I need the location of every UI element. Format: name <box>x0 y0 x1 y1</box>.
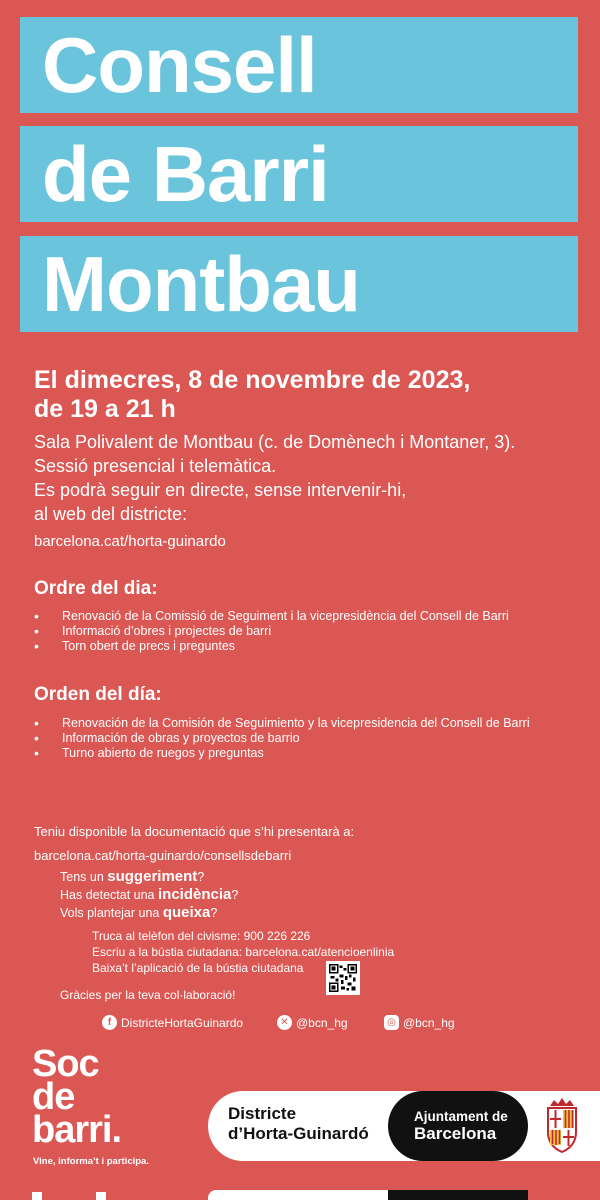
venue-line-3: Es podrà seguir en directe, sense intervenir-hi, <box>34 480 407 500</box>
qr-code-icon[interactable] <box>326 961 360 995</box>
ajuntament-line-1: Ajuntament de <box>414 1108 508 1124</box>
question-suggestion <box>60 868 394 886</box>
date-line-2: de 19 a 21 h <box>34 395 176 423</box>
docs-link[interactable]: barcelona.cat/horta-guinardo/consellsdebarri <box>34 848 292 863</box>
orden-list <box>34 716 554 761</box>
district-line-1: Districte <box>228 1104 297 1123</box>
list-item: • Información de obras y proyectos de barrio <box>34 731 554 746</box>
title-band-3 <box>20 236 578 332</box>
question-mark: ? <box>197 870 205 884</box>
question-complaint <box>60 904 394 922</box>
app-line: Baixa’t l’aplicació de la bústia ciutadana <box>92 961 304 975</box>
soc-line-1: Soc <box>32 1043 99 1085</box>
event-date <box>34 366 470 424</box>
soc-tagline: Vine, informa’t i participa. <box>33 1156 149 1167</box>
venue-line-4: al web del districte: <box>34 504 188 524</box>
list-item: • Renovació de la Comissió de Seguiment i la vicepresidència del Consell de Barri <box>34 609 554 624</box>
title-band-2 <box>20 126 578 222</box>
facebook-link[interactable] <box>102 1015 243 1030</box>
list-item: • Informació d’obres i projectes de barri <box>34 624 554 639</box>
soc-de-barri-logo <box>32 1043 122 1151</box>
docs-text: Teniu disponible la documentació que s’hi presentarà a: <box>34 824 355 839</box>
next-panel-fragment <box>0 1186 600 1200</box>
barcelona-shield-icon <box>540 1098 584 1154</box>
title-line-2: de Barri <box>42 130 329 218</box>
instagram-icon: ◎ <box>384 1015 399 1030</box>
facebook-icon: f <box>102 1015 117 1030</box>
mailbox-line: Escriu a la bústia ciutadana: barcelona.cat/atencioenlinia <box>92 945 395 959</box>
title-line-1: Consell <box>42 21 317 109</box>
question-mark: ? <box>210 906 218 920</box>
district-line-2: d’Horta-Guinardó <box>228 1124 369 1143</box>
district-logo <box>228 1104 369 1144</box>
thanks-text: Gràcies per la teva col·laboració! <box>60 988 236 1002</box>
district-web-link[interactable]: barcelona.cat/horta-guinardo <box>34 533 226 550</box>
question-keyword: suggeriment <box>107 868 198 885</box>
soc-line-3: barri. <box>32 1109 122 1151</box>
title-band-1 <box>20 17 578 113</box>
soc-line-2: de <box>32 1076 75 1118</box>
question-text: Vols plantejar una <box>60 906 163 920</box>
question-text: Tens un <box>60 870 108 884</box>
question-text: Has detectat una <box>60 888 158 902</box>
ordre-heading: Ordre del dia: <box>34 578 158 599</box>
question-keyword: queixa <box>162 904 211 921</box>
list-item: • Renovación de la Comisión de Seguimiento y la vicepresidencia del Consell de Barri <box>34 716 554 731</box>
list-item: • Turno abierto de ruegos y preguntas <box>34 746 554 761</box>
ordre-list <box>34 609 554 654</box>
x-icon: ✕ <box>277 1015 292 1030</box>
venue-line-2: Sessió presencial i telemàtica. <box>34 456 277 476</box>
date-line-1: El dimecres, 8 de novembre de 2023, <box>34 366 471 394</box>
event-venue <box>34 430 515 554</box>
question-mark: ? <box>231 888 239 902</box>
question-keyword: incidència <box>157 886 232 903</box>
orden-heading: Orden del día: <box>34 684 162 705</box>
question-incident <box>60 886 394 904</box>
title-line-3: Montbau <box>42 240 360 328</box>
x-handle: @bcn_hg <box>296 1015 348 1030</box>
phone-line: Truca al telèfon del civisme: 900 226 226 <box>92 929 311 943</box>
list-item: • Torn obert de precs i preguntes <box>34 639 554 654</box>
instagram-link[interactable] <box>384 1015 455 1030</box>
ajuntament-line-2: Barcelona <box>414 1123 497 1143</box>
venue-line-1: Sala Polivalent de Montbau (c. de Domènech i Montaner, 3). <box>34 432 516 452</box>
facebook-handle: DistricteHortaGuinardo <box>121 1015 244 1030</box>
instagram-handle: @bcn_hg <box>403 1015 455 1030</box>
ajuntament-logo <box>388 1091 528 1161</box>
documentation-block <box>34 820 354 868</box>
x-link[interactable] <box>277 1015 348 1030</box>
